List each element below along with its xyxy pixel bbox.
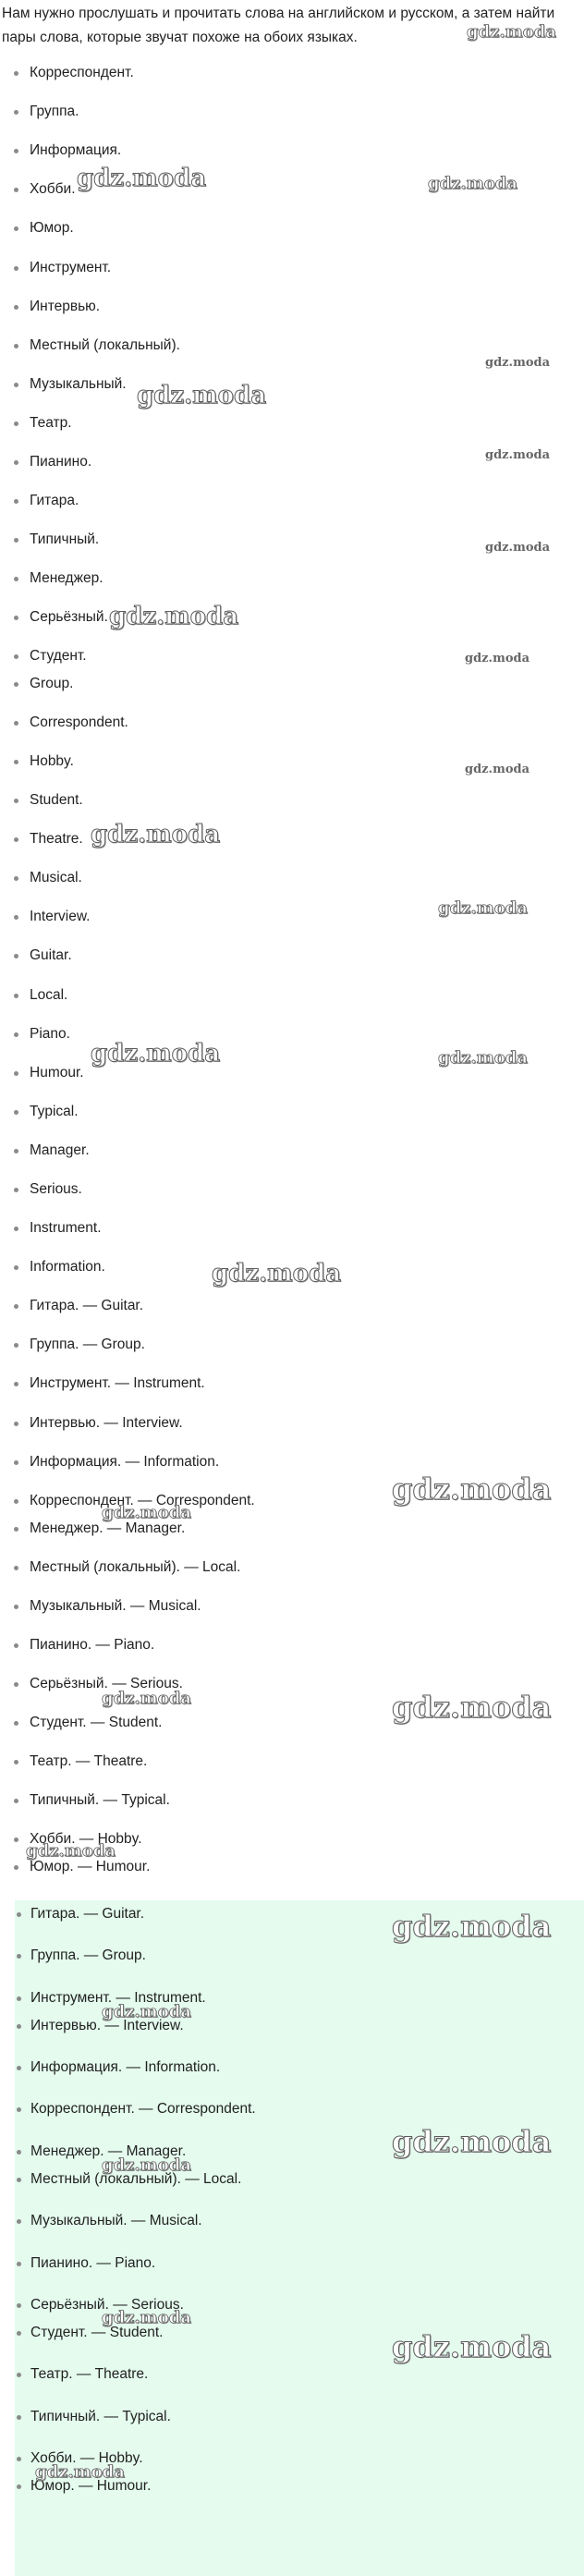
list-item: Музыкальный. [0,373,127,396]
list-item: Интервью. [0,296,100,318]
list-item: Information. [0,1256,105,1278]
watermark: gdz.moda [392,1909,552,1944]
list-item: Менеджер. — Manager. [0,1518,185,1540]
list-item: Instrument. [0,1217,102,1239]
watermark: gdz.moda [485,356,551,370]
watermark: gdz.moda [485,541,551,555]
list-item: Interview. [0,906,90,928]
watermark: gdz.moda [438,1048,528,1068]
list-item: Local. [0,984,67,1007]
list-item: Серьёзный. — Serious. [15,2293,184,2317]
list-item: Correspondent. [0,712,128,734]
watermark: gdz.moda [102,1689,191,1708]
list-item: Юмор. — Humour. [15,2474,151,2498]
watermark: gdz.moda [467,22,556,42]
watermark: gdz.moda [102,2155,191,2175]
list-item: Инструмент. — Instrument. [0,1373,205,1395]
watermark: gdz.moda [438,898,528,918]
list-item: Менеджер. — Manager. [15,2140,186,2164]
watermark: gdz.moda [137,382,267,409]
list-item: Группа. — Group. [15,1944,146,1968]
list-item: Типичный. [0,529,99,551]
list-item: Студент. — Student. [0,1712,162,1734]
list-item: Интервью. — Interview. [15,2014,184,2038]
watermark: gdz.moda [35,2462,125,2482]
list-item: Интервью. — Interview. [0,1412,183,1435]
watermark: gdz.moda [109,603,239,630]
list-item: Piano. [0,1023,70,1045]
list-item: Гитара. [0,490,79,512]
list-item: Серьёзный. [0,606,108,629]
list-item: Театр. — Theatre. [15,2362,148,2387]
watermark: gdz.moda [392,1690,552,1725]
list-item: Guitar. [0,945,72,967]
list-item: Юмор. [0,217,74,239]
list-item: Группа. [0,101,79,123]
list-item: Местный (локальный). — Local. [0,1557,240,1579]
list-item: Корреспондент. [0,62,134,84]
watermark: gdz.moda [392,2124,552,2159]
intro-text: Нам нужно прослушать и прочитать слова на английском и русском, а затем найти пары слова, которые звучат похоже на обоих языках. [2,6,555,45]
watermark: gdz.moda [91,821,221,848]
list-item: Театр. — Theatre. [0,1751,147,1773]
list-item: Студент. — Student. [15,2321,163,2345]
list-item: Student. [0,789,83,812]
list-item: Информация. [0,140,121,162]
list-item: Инструмент. — Instrument. [15,1986,206,2010]
list-item: Хобби. — Hobby. [0,1828,142,1850]
watermark: gdz.moda [91,1040,221,1068]
list-item: Group. [0,673,73,695]
list-item: Студент. [0,645,87,667]
watermark: gdz.moda [428,174,517,193]
list-item: Хобби. — Hobby. [15,2447,143,2471]
list-item: Гитара. — Guitar. [0,1295,143,1317]
list-item: Типичный. — Typical. [0,1789,170,1812]
list-item: Музыкальный. — Musical. [0,1595,201,1618]
list-item: Театр. [0,412,72,434]
list-item: Местный (локальный). [0,335,180,357]
list-item: Serious. [0,1178,82,1201]
watermark: gdz.moda [392,1471,552,1507]
list-item: Типичный. — Typical. [15,2405,171,2429]
answer-box [15,1900,584,2576]
list-item: Информация. — Information. [0,1451,219,1473]
watermark: gdz.moda [485,448,551,462]
list-item: Hobby. [0,751,74,773]
watermark: gdz.moda [26,1841,116,1861]
list-item: Информация. — Information. [15,2056,220,2080]
list-item: Местный (локальный). — Local. [15,2167,241,2191]
list-item: Гитара. — Guitar. [15,1902,144,1926]
list-item: Группа. — Group. [0,1334,145,1356]
watermark: gdz.moda [102,2308,191,2327]
list-item: Серьёзный. — Serious. [0,1673,183,1695]
list-item: Typical. [0,1101,79,1123]
list-item: Музыкальный. — Musical. [15,2209,202,2233]
list-item: Пианино. — Piano. [15,2252,155,2276]
watermark: gdz.moda [212,1260,342,1288]
watermark: gdz.moda [102,1503,191,1522]
list-item: Manager. [0,1140,90,1162]
watermark: gdz.moda [77,165,207,192]
list-item: Корреспондент. — Correspondent. [0,1490,255,1512]
list-item: Хобби. [0,178,76,201]
watermark: gdz.moda [465,652,530,665]
list-item: Инструмент. [0,257,111,279]
list-item: Менеджер. [0,568,103,590]
list-item: Пианино. [0,451,91,473]
list-item: Musical. [0,867,82,889]
watermark: gdz.moda [465,763,530,776]
list-item: Корреспондент. — Correspondent. [15,2097,256,2121]
list-item: Theatre. [0,828,83,850]
list-item: Пианино. — Piano. [0,1634,154,1656]
list-item: Humour. [0,1062,84,1084]
watermark: gdz.moda [392,2329,552,2364]
list-item: Юмор. — Humour. [0,1856,150,1878]
watermark: gdz.moda [102,2002,191,2021]
